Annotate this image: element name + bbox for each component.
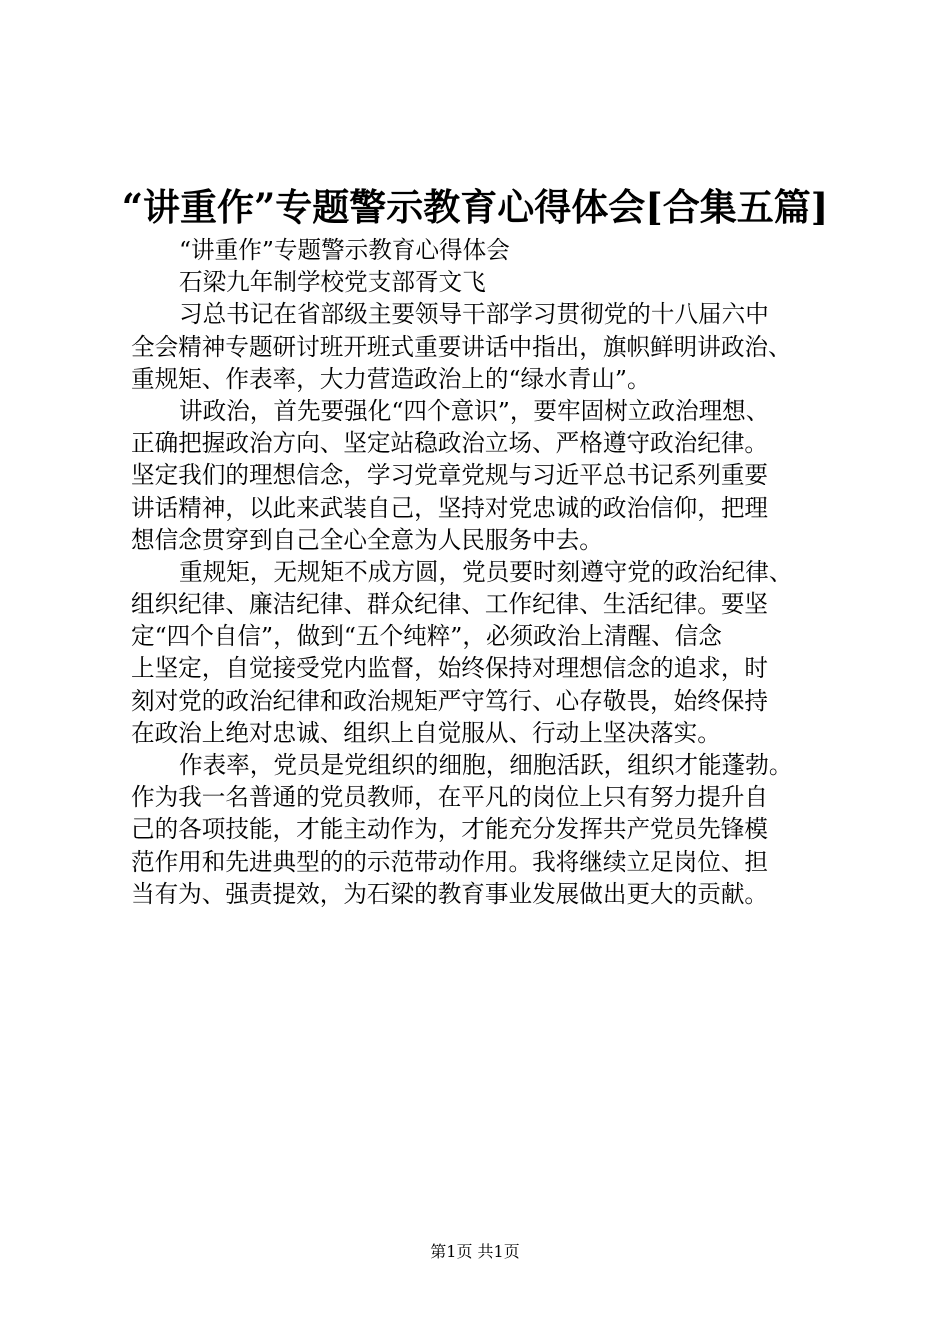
- paragraph-line: 上坚定，自觉接受党内监督，始终保持对理想信念的追求，时: [131, 654, 769, 683]
- paragraph-line: 组织纪律、廉洁纪律、群众纪律、工作纪律、生活纪律。要坚: [131, 590, 769, 619]
- paragraph-line: 当有为、强责提效，为石梁的教育事业发展做出更大的贡献。: [131, 879, 769, 908]
- paragraph-line: 全会精神专题研讨班开班式重要讲话中指出，旗帜鲜明讲政治、: [131, 332, 792, 361]
- paragraph-line: 习总书记在省部级主要领导干部学习贯彻党的十八届六中: [179, 300, 769, 329]
- page-footer: 第1页 共1页: [430, 1242, 520, 1261]
- paragraph-line: 重规矩、作表率，大力营造政治上的“绿水青山”。: [131, 364, 651, 393]
- paragraph-line: 范作用和先进典型的的示范带动作用。我将继续立足岗位、担: [131, 847, 769, 876]
- paragraph-line: 重规矩，无规矩不成方圆，党员要时刻遵守党的政治纪律、: [179, 557, 793, 586]
- author-line: 石梁九年制学校党支部胥文飞: [179, 268, 486, 297]
- paragraph-line: 想信念贯穿到自己全心全意为人民服务中去。: [131, 525, 603, 554]
- paragraph-line: 坚定我们的理想信念，学习党章党规与习近平总书记系列重要: [131, 461, 769, 490]
- paragraph-line: 讲话精神，以此来武装自己，坚持对党忠诚的政治信仰，把理: [131, 493, 769, 522]
- paragraph-line: 作表率，党员是党组织的细胞，细胞活跃，组织才能蓬勃。: [179, 751, 793, 779]
- paragraph-line: 定“四个自信”，做到“五个纯粹”，必须政治上清醒、信念: [131, 622, 722, 651]
- paragraph-line: 刻对党的政治纪律和政治规矩严守笃行、心存敬畏，始终保持: [131, 686, 769, 715]
- paragraph-line: 作为我一名普通的党员教师，在平凡的岗位上只有努力提升自: [131, 783, 769, 812]
- subtitle-line: “讲重作”专题警示教育心得体会: [179, 236, 510, 264]
- document-title: “讲重作”专题警示教育心得体会[合集五篇]: [121, 185, 829, 229]
- paragraph-line: 己的各项技能，才能主动作为，才能充分发挥共产党员先锋模: [131, 815, 769, 844]
- paragraph-line: 在政治上绝对忠诚、组织上自觉服从、行动上坚决落实。: [131, 718, 721, 747]
- document-body: [131, 234, 831, 910]
- paragraph-line: 讲政治，首先要强化“四个意识”，要牢固树立政治理想、: [179, 396, 770, 425]
- paragraph-line: 正确把握政治方向、坚定站稳政治立场、严格遵守政治纪律。: [131, 429, 769, 458]
